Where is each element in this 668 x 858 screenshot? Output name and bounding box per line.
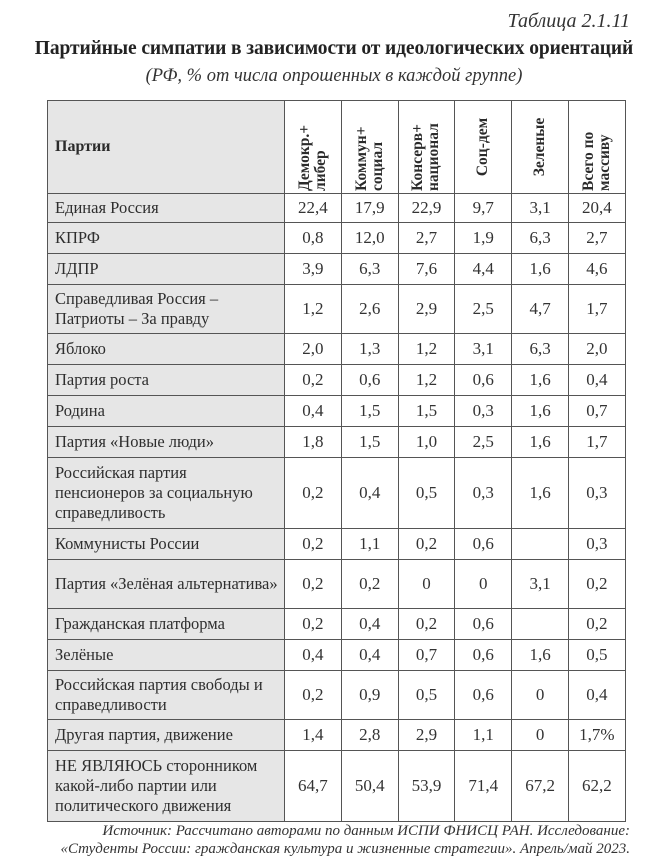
header-line: национал	[425, 123, 443, 191]
value-cell: 22,4	[285, 194, 342, 223]
value-cell: 3,9	[285, 254, 342, 285]
value-cell: 53,9	[398, 751, 455, 822]
header-col-social-democrat	[455, 101, 512, 194]
value-cell: 2,0	[568, 334, 625, 365]
value-cell: 1,1	[341, 529, 398, 560]
value-cell: 0,6	[455, 365, 512, 396]
value-cell: 1,7	[568, 285, 625, 334]
value-cell: 1,9	[455, 223, 512, 254]
value-cell: 2,5	[455, 427, 512, 458]
table-row	[48, 671, 626, 720]
value-cell: 1,5	[398, 396, 455, 427]
value-cell: 1,0	[398, 427, 455, 458]
value-cell: 64,7	[285, 751, 342, 822]
party-name: КПРФ	[48, 223, 285, 254]
value-cell: 1,5	[341, 427, 398, 458]
value-cell: 6,3	[512, 334, 569, 365]
value-cell: 1,7%	[568, 720, 625, 751]
value-cell: 1,6	[512, 458, 569, 529]
party-name: Другая партия, движение	[48, 720, 285, 751]
value-cell: 0,4	[568, 365, 625, 396]
value-cell: 2,8	[341, 720, 398, 751]
value-cell: 4,6	[568, 254, 625, 285]
value-cell: 1,2	[285, 285, 342, 334]
value-cell: 0,2	[285, 458, 342, 529]
value-cell: 17,9	[341, 194, 398, 223]
value-cell: 50,4	[341, 751, 398, 822]
table-row	[48, 560, 626, 609]
value-cell: 3,1	[512, 560, 569, 609]
table-row	[48, 194, 626, 223]
value-cell: 3,1	[455, 334, 512, 365]
value-cell: 0	[455, 560, 512, 609]
table-row	[48, 427, 626, 458]
source-line: Источник: Рассчитано авторами по данным ИСПИ ФНИСЦ РАН. Исследование:	[102, 823, 630, 839]
party-name: Зелёные	[48, 640, 285, 671]
value-cell: 0,3	[455, 396, 512, 427]
party-name: Российская партия свободы и справедливости	[48, 671, 285, 720]
value-cell: 0,2	[285, 671, 342, 720]
value-cell: 0,2	[341, 560, 398, 609]
header-line: Консерв+	[409, 124, 427, 191]
value-cell	[512, 609, 569, 640]
value-cell: 22,9	[398, 194, 455, 223]
table-row	[48, 396, 626, 427]
value-cell: 1,1	[455, 720, 512, 751]
party-name: Партия «Зелёная альтернатива»	[48, 560, 285, 609]
header-line: либер	[311, 150, 329, 191]
source-line: «Студенты России: гражданская культура и жизненные стратегии». Апрель/май 2023.	[60, 841, 630, 857]
header-col-democrat-liberal	[285, 101, 342, 194]
table-row	[48, 458, 626, 529]
table-row	[48, 254, 626, 285]
value-cell: 0,5	[568, 640, 625, 671]
value-cell: 0,4	[285, 396, 342, 427]
value-cell: 2,7	[568, 223, 625, 254]
header-line: Коммун+	[352, 126, 370, 191]
table-row	[48, 751, 626, 822]
value-cell: 0	[512, 671, 569, 720]
value-cell: 1,5	[341, 396, 398, 427]
table-row	[48, 334, 626, 365]
value-cell: 1,4	[285, 720, 342, 751]
value-cell: 7,6	[398, 254, 455, 285]
value-cell: 0,4	[568, 671, 625, 720]
header-line: социал	[368, 141, 386, 191]
value-cell: 4,4	[455, 254, 512, 285]
table-title: Партийные симпатии в зависимости от идеологических ориентаций	[34, 38, 634, 59]
value-cell: 1,7	[568, 427, 625, 458]
value-cell: 0,2	[285, 529, 342, 560]
header-col-total	[568, 101, 625, 194]
value-cell: 3,1	[512, 194, 569, 223]
value-cell: 0,2	[398, 609, 455, 640]
value-cell: 1,3	[341, 334, 398, 365]
value-cell: 0,3	[568, 529, 625, 560]
table-number: Таблица 2.1.11	[507, 10, 630, 32]
value-cell: 0,9	[341, 671, 398, 720]
table-row	[48, 640, 626, 671]
value-cell: 1,6	[512, 365, 569, 396]
value-cell: 12,0	[341, 223, 398, 254]
header-line: массиву	[595, 134, 613, 191]
value-cell: 0,2	[285, 365, 342, 396]
header-line: Демокр.+	[295, 124, 313, 191]
value-cell: 0,6	[455, 640, 512, 671]
party-name: Партия «Новые люди»	[48, 427, 285, 458]
value-cell: 2,0	[285, 334, 342, 365]
party-name: ЛДПР	[48, 254, 285, 285]
party-name: НЕ ЯВЛЯЮСЬ сторонником какой-либо партии или политического движения	[48, 751, 285, 822]
value-cell: 1,8	[285, 427, 342, 458]
header-line: Зеленые	[531, 117, 549, 177]
table-row	[48, 720, 626, 751]
party-name: Коммунисты России	[48, 529, 285, 560]
value-cell	[512, 529, 569, 560]
value-cell: 1,6	[512, 396, 569, 427]
value-cell: 0,2	[285, 609, 342, 640]
value-cell: 0,5	[398, 458, 455, 529]
value-cell: 6,3	[341, 254, 398, 285]
value-cell: 0,5	[398, 671, 455, 720]
value-cell: 0,2	[398, 529, 455, 560]
value-cell: 0,4	[285, 640, 342, 671]
header-line: Соц-дем	[474, 117, 492, 177]
value-cell: 62,2	[568, 751, 625, 822]
party-name: Партия роста	[48, 365, 285, 396]
value-cell: 1,6	[512, 254, 569, 285]
header-party: Партии	[48, 101, 285, 194]
value-cell: 2,6	[341, 285, 398, 334]
value-cell: 20,4	[568, 194, 625, 223]
table-row	[48, 223, 626, 254]
table-row	[48, 529, 626, 560]
party-name: Родина	[48, 396, 285, 427]
header-col-greens	[512, 101, 569, 194]
header-line: Всего по	[579, 131, 597, 191]
value-cell: 4,7	[512, 285, 569, 334]
party-sympathy-table	[47, 100, 626, 822]
value-cell: 0,6	[455, 609, 512, 640]
source-note	[40, 822, 630, 858]
value-cell: 0,6	[341, 365, 398, 396]
header-col-communist-social	[341, 101, 398, 194]
party-name: Яблоко	[48, 334, 285, 365]
value-cell: 6,3	[512, 223, 569, 254]
value-cell: 0,7	[568, 396, 625, 427]
header-col-conservative-national	[398, 101, 455, 194]
table-row	[48, 365, 626, 396]
value-cell: 0,4	[341, 458, 398, 529]
value-cell: 0,3	[455, 458, 512, 529]
value-cell: 1,6	[512, 640, 569, 671]
value-cell: 1,2	[398, 334, 455, 365]
value-cell: 2,5	[455, 285, 512, 334]
value-cell: 0,8	[285, 223, 342, 254]
value-cell: 1,2	[398, 365, 455, 396]
party-name: Единая Россия	[48, 194, 285, 223]
value-cell: 0,2	[568, 560, 625, 609]
value-cell: 71,4	[455, 751, 512, 822]
value-cell: 2,9	[398, 285, 455, 334]
value-cell: 0,3	[568, 458, 625, 529]
value-cell: 0,4	[341, 640, 398, 671]
party-name: Гражданская платформа	[48, 609, 285, 640]
value-cell: 0	[512, 720, 569, 751]
table-row	[48, 609, 626, 640]
value-cell: 0,7	[398, 640, 455, 671]
table-row	[48, 285, 626, 334]
value-cell: 0	[398, 560, 455, 609]
value-cell: 0,6	[455, 671, 512, 720]
table-subtitle: (РФ, % от числа опрошенных в каждой группе)	[145, 66, 523, 86]
value-cell: 67,2	[512, 751, 569, 822]
value-cell: 0,6	[455, 529, 512, 560]
value-cell: 9,7	[455, 194, 512, 223]
header-row	[48, 101, 626, 194]
value-cell: 0,2	[568, 609, 625, 640]
party-name: Российская партия пенсионеров за социальную справедливость	[48, 458, 285, 529]
value-cell: 0,2	[285, 560, 342, 609]
value-cell: 0,4	[341, 609, 398, 640]
value-cell: 2,9	[398, 720, 455, 751]
value-cell: 1,6	[512, 427, 569, 458]
value-cell: 2,7	[398, 223, 455, 254]
party-name: Справедливая Россия – Патриоты – За правду	[48, 285, 285, 334]
